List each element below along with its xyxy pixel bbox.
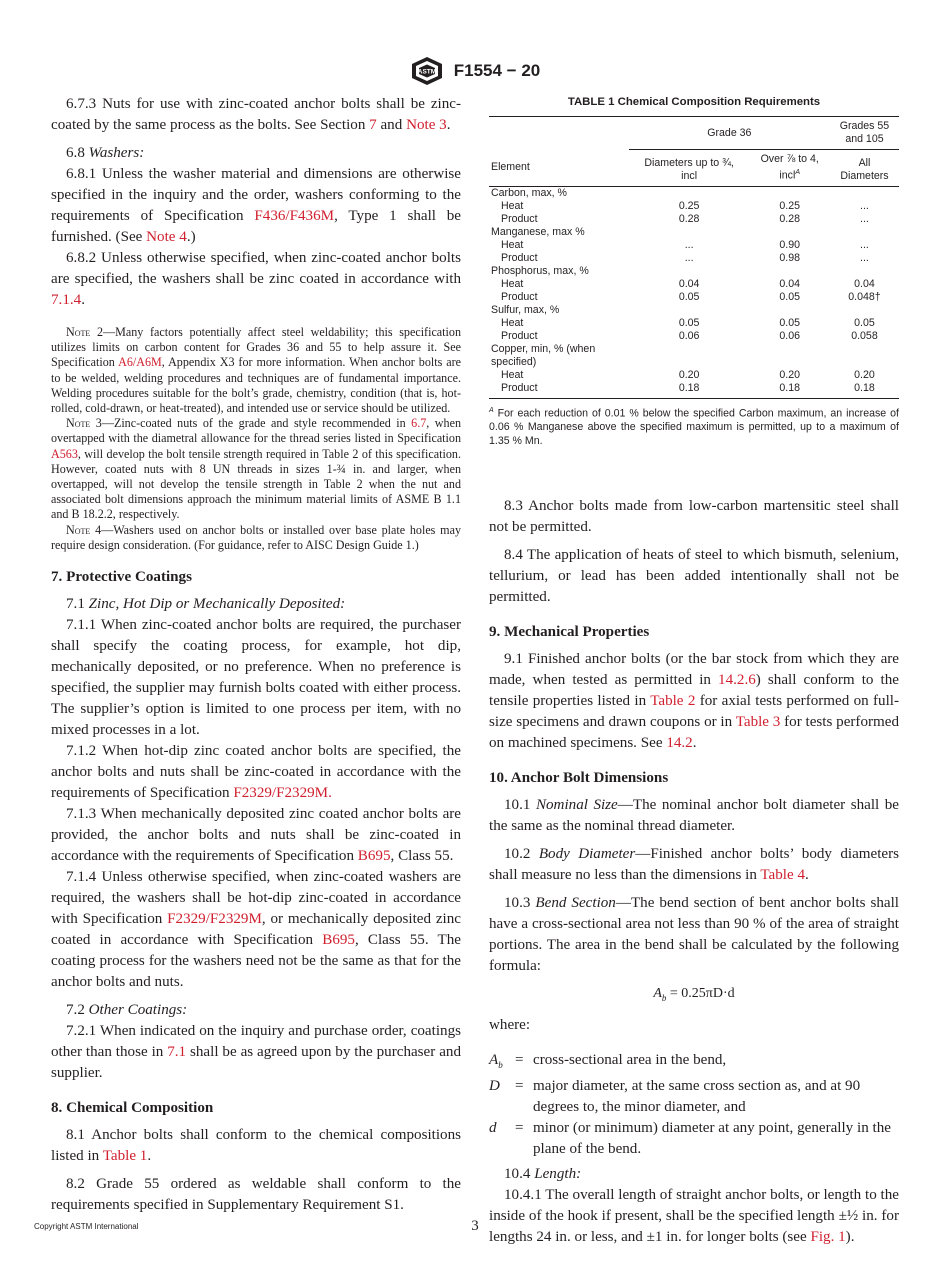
table-cell: 0.20 [678, 368, 700, 381]
table-row [489, 304, 899, 317]
table-cell [629, 304, 750, 317]
link-table-1[interactable]: Table 1 [102, 1148, 148, 1165]
table-row [489, 226, 899, 239]
table-row-label: Product [501, 212, 538, 225]
table-cell [629, 186, 750, 200]
table-cell [750, 343, 830, 356]
table-cell [830, 304, 899, 317]
table-cell: 0.18 [854, 381, 875, 394]
table-cell [830, 186, 899, 200]
note-3: Note 3—Zinc-coated nuts of the grade and style recommended in 6.7, when overtapped with the diametral allowance for the thread series listed in Specification A563, will develop the bolt tensile strength required in Table 2 of this specification. However, coated nuts with 8 UN threads in sizes 1-¾ in. and larger, when overtapped, will not develop the tensile strength in Table 2 when the nut and associated bolt dimensions approach the minimum material limits of ASME B 1.1 and B 18.2.2, respectively. [51, 416, 462, 522]
section-6-7-3: 6.7.3 Nuts for use with zinc-coated anchor bolts shall be zinc-coated by the same process as the bolts. See Section 7 and Note 3. [51, 96, 461, 133]
table-row [489, 317, 899, 330]
section-10-4: 10.4 Length: [504, 1165, 582, 1182]
table-row [489, 343, 899, 356]
link-section-7[interactable]: 7 [369, 117, 377, 133]
table-cell: 0.06 [678, 329, 700, 342]
table-cell [750, 356, 830, 369]
table-cell: ... [684, 251, 694, 264]
link-table-4[interactable]: Table 4 [760, 867, 806, 884]
link-f2329[interactable]: F2329/F2329M. [233, 785, 332, 802]
table-cell [629, 356, 750, 369]
page-header [0, 56, 950, 86]
table-cell [830, 265, 899, 278]
table-row-label: Product [501, 381, 538, 394]
section-8-1: 8.1 Anchor bolts shall conform to the chemical compositions listed in Table 1. [51, 1127, 461, 1165]
note-2: Note 2—Many factors potentially affect steel weldability; this specification utilizes limits on carbon content for Grades 36 and 55 to help assure it. See Specification A6/A6M, Appendix X3 for more information. When anchor bolts are to be welded, welding procedures and techniques are of fundamental importance. Welding procedures suitable for the bolt’s grade, chemistry, condition (that is, hot-rolled, cold-drawn, or heat-treated), and intended use or service should be utilized. [51, 325, 461, 416]
page-number: 3 [471, 1218, 479, 1234]
table-cell: 0.05 [854, 316, 875, 329]
table-row-label: Heat [501, 316, 524, 329]
definition-text: minor (or minimum) diameter at any point, generally in the plane of the bend. [533, 1119, 891, 1157]
link-note-4[interactable]: Note 4 [146, 229, 187, 245]
section-7-1: 7.1 Zinc, Hot Dip or Mechanically Deposited: [66, 596, 346, 613]
definition-symbol: D [489, 1077, 500, 1094]
table-row [489, 330, 899, 343]
section-7-1-3: 7.1.3 When mechanically deposited zinc coated anchor bolts are provided, the anchor bolts and nuts shall be zinc-coated in accordance with the requirements of Specification B695, Class 55. [51, 806, 461, 865]
section-10-1: 10.1 Nominal Size—The nominal anchor bolt diameter shall be the same as the nominal thread diameter. [489, 797, 899, 835]
definition-symbol: $A_b$ [489, 1051, 503, 1070]
link-a6[interactable]: A6/A6M [118, 355, 162, 370]
table-cell: ... [860, 238, 869, 251]
table-row [489, 369, 899, 382]
table-header-grade55: Grades 55 and 105 [830, 117, 899, 150]
definition-text: cross-sectional area in the bend, [533, 1051, 727, 1068]
table-cell [750, 186, 830, 200]
link-table-3[interactable]: Table 3 [735, 714, 781, 731]
table-row [489, 239, 899, 252]
table-cell: 0.90 [779, 238, 801, 251]
table-row [489, 265, 899, 278]
table-cell: 0.18 [779, 381, 801, 394]
left-column [51, 94, 461, 1216]
table-cell: 0.20 [779, 368, 801, 381]
table-row-label: Product [501, 251, 538, 264]
table-row-label: Heat [501, 199, 524, 212]
table-row-label: Heat [501, 277, 524, 290]
table-row [489, 186, 899, 200]
section-10-3: 10.3 Bend Section—The bend section of bent anchor bolts shall have a cross-sectional area not less than 90 % of the area of straight portions. The area in the bend shall be calculated by the following formula: [489, 895, 899, 975]
link-a563[interactable]: A563 [51, 446, 78, 461]
table-cell: 0.28 [678, 212, 700, 225]
table-cell: 0.98 [779, 251, 801, 264]
link-f436[interactable]: F436/F436M [254, 208, 335, 224]
table-cell [629, 265, 750, 278]
section-10-heading: 10. Anchor Bolt Dimensions [489, 770, 669, 787]
section-7-2: 7.2 Other Coatings: [66, 1002, 188, 1019]
table-cell [830, 226, 899, 239]
table-cell: ... [860, 212, 869, 225]
link-fig-1[interactable]: Fig. 1 [810, 1228, 846, 1245]
definition-equals: = [515, 1119, 524, 1136]
table-cell: 0.20 [854, 368, 875, 381]
table-cell [750, 226, 830, 239]
table-row [489, 382, 899, 399]
link-6-7[interactable]: 6.7 [411, 416, 427, 431]
section-8-4: 8.4 The application of heats of steel to which bismuth, selenium, tellurium, or lead has been added intentionally shall not be permitted. [489, 547, 899, 606]
definition-symbol: d [489, 1119, 497, 1136]
table-cell: 0.05 [678, 316, 700, 329]
section-10-4-1: 10.4.1 The overall length of straight anchor bolts, or length to the inside of the hook if present, shall be the specified length ±½ in. for lengths 24 in. or less, and ±1 in. for longer bolts (see Fig. 1). [489, 1186, 899, 1245]
section-8-2: 8.2 Grade 55 ordered as weldable shall conform to the requirements specified in Supplementary Requirement S1. [51, 1176, 461, 1214]
link-14-2-6[interactable]: 14.2.6 [718, 672, 756, 689]
table-row-label: Copper, min, % (when [491, 342, 596, 355]
table-cell: 0.05 [678, 290, 700, 303]
definition-text: major diameter, at the same cross section as, and at 90 degrees to, the minor diameter, and [533, 1077, 861, 1115]
where-label: where: [489, 1016, 531, 1033]
link-b695[interactable]: B695 [357, 848, 391, 865]
svg-text:ASTM: ASTM [417, 68, 436, 76]
table-1-footnote: $^A$ For each reduction of 0.01 % below the specified Carbon maximum, an increase of 0.06 % Manganese above the specified maximum is permitted, up to a maximum of 1.35 % Mn. [489, 406, 899, 448]
table-row-label: Carbon, max, % [491, 186, 567, 199]
table-row-label: Product [501, 329, 538, 342]
copyright-notice: Copyright ASTM International [34, 1222, 139, 1231]
link-b695-2[interactable]: B695 [322, 932, 355, 949]
table-cell: 0.05 [779, 290, 801, 303]
document-id: F1554 − 20 [453, 61, 541, 80]
table-cell: 0.28 [779, 212, 801, 225]
note-4: Note 4—Washers used on anchor bolts or installed over base plate holes may require design consideration. (For guidance, refer to AISC Design Guide 1.) [51, 522, 461, 552]
table-row [489, 278, 899, 291]
section-9-heading: 9. Mechanical Properties [489, 624, 650, 641]
section-6-8-2: 6.8.2 Unless otherwise specified, when zinc-coated anchor bolts are specified, the washers shall be zinc coated in accordance with 7.1.4. [51, 250, 461, 308]
table-cell: 0.04 [779, 277, 801, 290]
table-cell [629, 343, 750, 356]
table-cell [750, 265, 830, 278]
table-row-label: Phosphorus, max, % [491, 264, 589, 277]
section-7-heading: 7. Protective Coatings [51, 569, 192, 586]
table-cell [629, 226, 750, 239]
table-row-label: Sulfur, max, % [491, 303, 560, 316]
link-f2329-2[interactable]: F2329/F2329M [167, 911, 262, 928]
table-1 [489, 116, 899, 399]
section-7-2-1: 7.2.1 When indicated on the inquiry and purchase order, coatings other than those in 7.1 shall be as agreed upon by the purchaser and supplier. [51, 1023, 461, 1082]
link-14-2[interactable]: 14.2 [666, 735, 693, 752]
section-7-1-2: 7.1.2 When hot-dip zinc coated anchor bolts are specified, the anchor bolts and nuts shall be zinc-coated in accordance with the requirements of Specification F2329/F2329M. [51, 743, 461, 802]
section-7-1-1: 7.1.1 When zinc-coated anchor bolts are required, the purchaser shall specify the coating process, for example, hot dip, mechanically deposited, or no preference. When no preference is specified, the supplier may furnish bolts coated with either process. The supplier’s option is limited to one process per item, with no mixed processes in a lot. [51, 617, 461, 739]
table-header-col2: Over ⅞ to 4, incl$^A$ [760, 153, 819, 182]
table-row-label: Heat [501, 238, 524, 251]
table-row [489, 252, 899, 265]
table-cell: 0.25 [779, 199, 801, 212]
table-row [489, 356, 899, 369]
table-cell: 0.18 [678, 381, 700, 394]
formula-definitions [489, 1050, 899, 1160]
table-row-label: specified) [491, 355, 537, 368]
table-cell: 0.04 [678, 277, 700, 290]
table-cell: 0.06 [779, 329, 801, 342]
table-cell: ... [860, 251, 869, 264]
section-9-1: 9.1 Finished anchor bolts (or the bar stock from which they are made, when tested as permitted in 14.2.6) shall conform to the tensile properties listed in Table 2 for axial tests performed on full-size specimens and drawn coupons or in Table 3 for tests performed on machined specimens. See 14.2. [489, 651, 899, 752]
table-row-label: Heat [501, 368, 524, 381]
table-cell [830, 343, 899, 356]
table-header-col1: Diameters up to ¾, incl [644, 156, 734, 182]
link-table-2[interactable]: Table 2 [650, 693, 696, 710]
table-row-label: Manganese, max % [491, 225, 585, 238]
link-7-1[interactable]: 7.1 [167, 1044, 187, 1061]
table-cell: 0.048† [848, 290, 881, 303]
table-1-title: TABLE 1 Chemical Composition Requirements [567, 96, 821, 108]
astm-logo-icon [410, 56, 444, 86]
link-7-1-4[interactable]: 7.1.4 [51, 292, 82, 308]
table-cell: 0.058 [851, 329, 878, 342]
definition-equals: = [515, 1051, 524, 1068]
right-column [489, 95, 899, 1248]
section-10-2: 10.2 Body Diameter—Finished anchor bolts’ body diameters shall measure no less than the dimensions in Table 4. [489, 846, 900, 884]
bend-area-formula: $A_b = 0.25\pi D\cdot d$ [653, 986, 735, 1003]
definition-equals: = [515, 1077, 524, 1094]
section-6-8-1: 6.8.1 Unless the washer material and dimensions are otherwise specified in the inquiry and the order, washers conforming to the requirements of Specification F436/F436M, Type 1 shall be furnished. (See Note 4.) [51, 166, 462, 245]
table-row [489, 213, 899, 226]
link-note-3[interactable]: Note 3 [406, 117, 447, 133]
table-row [489, 200, 899, 213]
table-header-col3: All Diameters [840, 156, 889, 182]
table-row [489, 291, 899, 304]
table-cell: 0.25 [678, 199, 700, 212]
table-row-label: Product [501, 290, 538, 303]
section-8-heading: 8. Chemical Composition [51, 1100, 214, 1117]
table-cell: 0.05 [779, 316, 801, 329]
table-header-grade36: Grade 36 [629, 117, 830, 150]
section-6-8: 6.8 Washers: [66, 145, 145, 161]
table-cell: ... [860, 199, 869, 212]
table-cell [830, 356, 899, 369]
section-7-1-4: 7.1.4 Unless otherwise specified, when zinc-coated washers are required, the washers shall be hot-dip zinc-coated in accordance with Specification F2329/F2329M, or mechanically deposited zinc coated in accordance with Specification B695, Class 55. The coating process for the washers need not be the same as that for the anchor bolts and nuts. [51, 869, 461, 991]
table-header-element: Element [491, 161, 530, 174]
section-8-3: 8.3 Anchor bolts made from low-carbon martensitic steel shall not be permitted. [489, 498, 899, 536]
table-cell: ... [684, 238, 694, 251]
table-cell [750, 304, 830, 317]
table-cell: 0.04 [854, 277, 875, 290]
